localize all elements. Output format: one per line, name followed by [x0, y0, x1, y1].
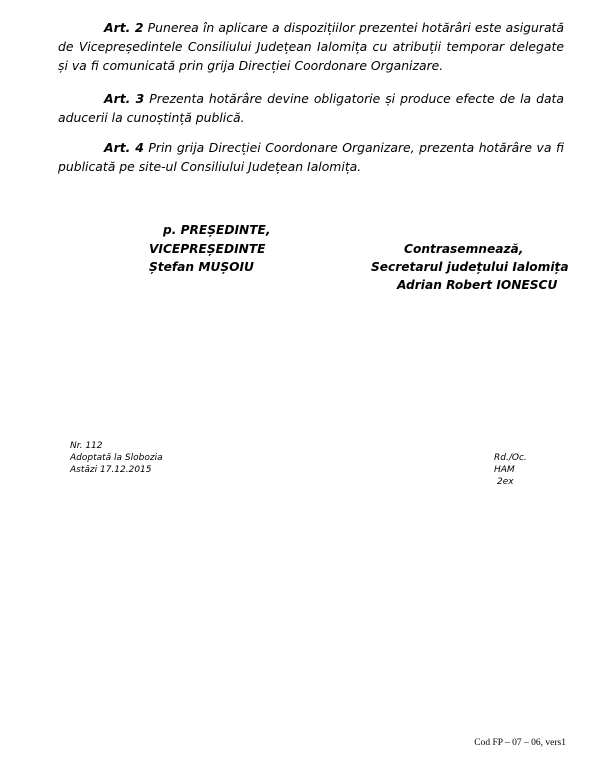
vicepresident-name: Ștefan MUȘOIU: [149, 260, 254, 274]
vicepresident-title: VICEPREȘEDINTE: [149, 242, 266, 256]
copies-count: 2ex: [497, 477, 514, 487]
article-4-text: Prin grija Direcției Coordonare Organizare, prezenta hotărâre va fi publicată pe site-ul Consiliului Județean Ialomița.: [58, 140, 565, 174]
decision-number: Nr. 112: [70, 441, 103, 451]
article-2-label: Art. 2: [104, 20, 144, 35]
president-title: p. PREȘEDINTE,: [163, 223, 271, 237]
form-code: Cod FP – 07 – 06, vers1: [474, 738, 566, 748]
adoption-date: Astăzi 17.12.2015: [70, 465, 152, 475]
secretary-title: Secretarul județului Ialomița: [371, 260, 569, 274]
article-2: [58, 18, 564, 75]
article-4: [58, 138, 564, 176]
article-2-text: Punerea în aplicare a dispozițiilor prezentei hotărâri este asigurată de Vicepreședintele Consiliului Județean Ialomița cu atribuții temporar delegate și va fi comunicată prin grija Direcției Coordonare Organizare.: [58, 20, 564, 73]
operator-initials: HAM: [494, 465, 515, 475]
article-3: [58, 89, 564, 127]
article-4-label: Art. 4: [104, 140, 144, 155]
article-3-label: Art. 3: [104, 91, 145, 106]
countersign-label: Contrasemnează,: [404, 242, 524, 256]
article-3-text: Prezenta hotărâre devine obligatorie și produce efecte de la data aducerii la cunoștință publică.: [58, 91, 565, 125]
editor-initials: Rd./Oc.: [494, 453, 527, 463]
adoption-place: Adoptată la Slobozia: [70, 453, 163, 463]
secretary-name: Adrian Robert IONESCU: [397, 278, 558, 292]
